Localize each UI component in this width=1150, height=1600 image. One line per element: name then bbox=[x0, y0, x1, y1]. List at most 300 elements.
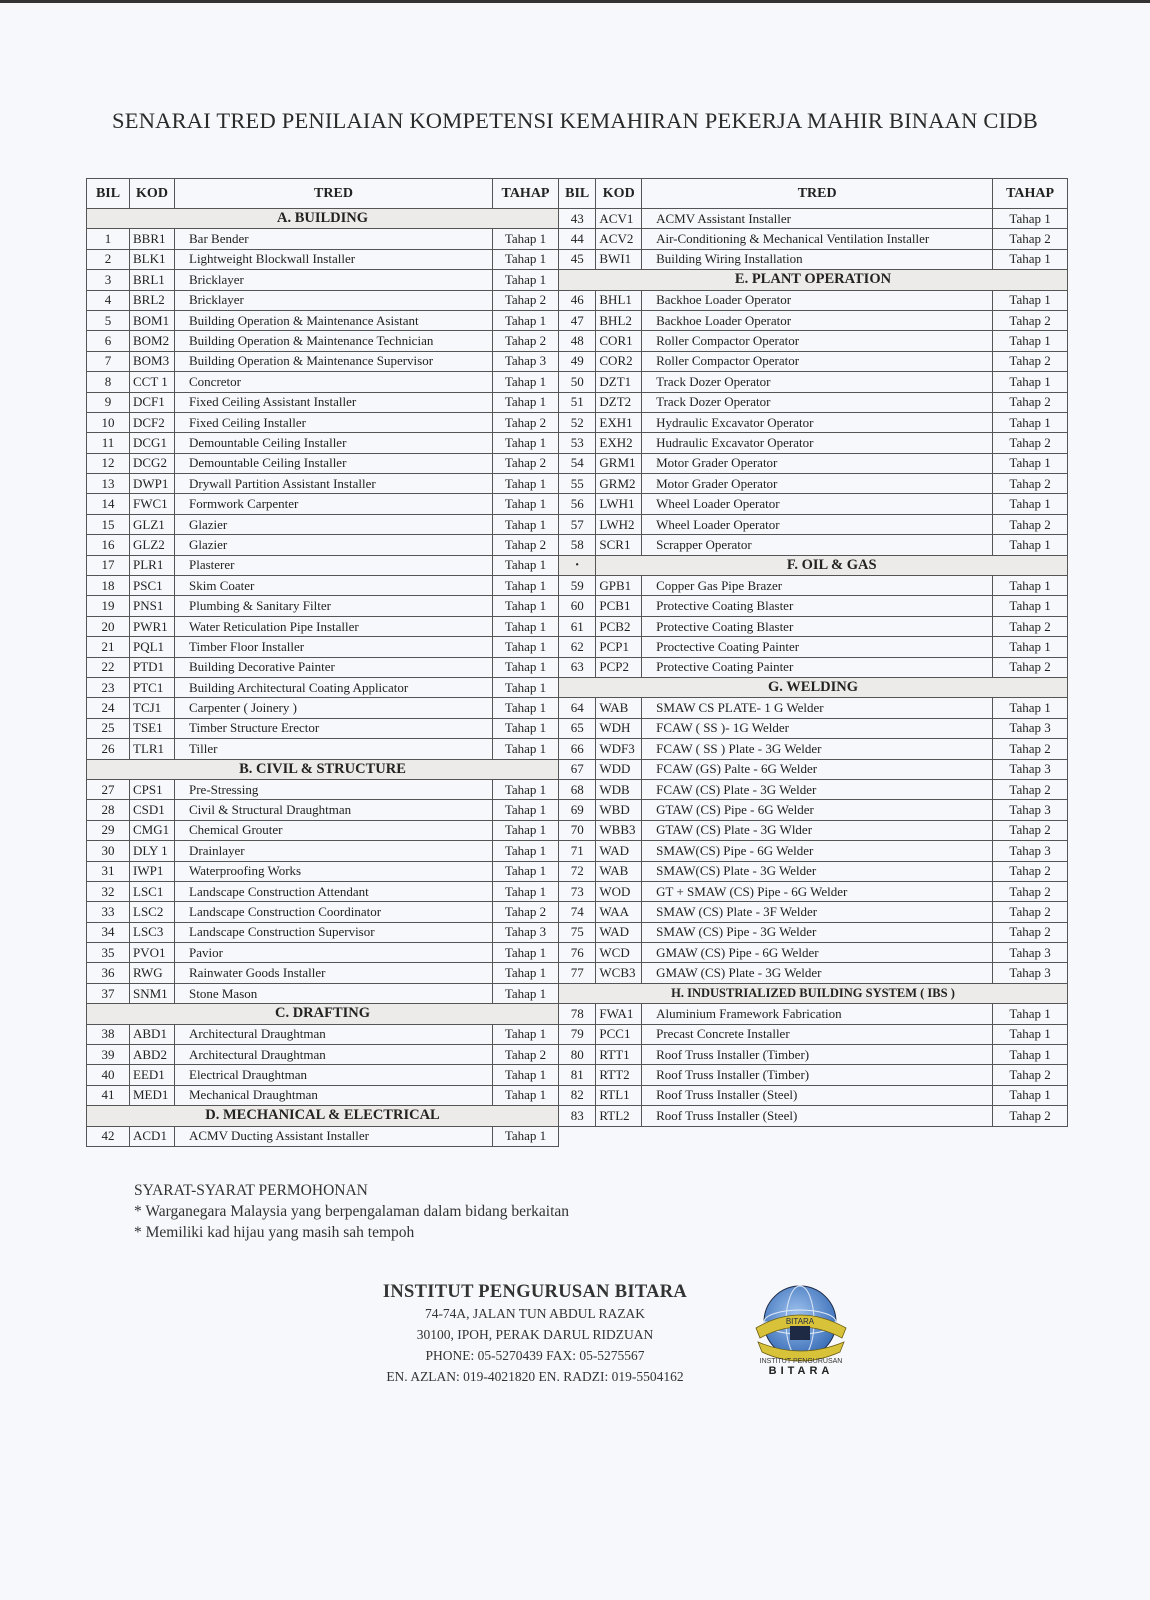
table-row bbox=[87, 800, 559, 820]
table-row bbox=[87, 249, 559, 269]
kod-cell: EED1 bbox=[130, 1065, 175, 1085]
tred-cell: Skim Coater bbox=[175, 576, 493, 596]
kod-cell: GPB1 bbox=[596, 576, 642, 596]
tred-cell: Precast Concrete Installer bbox=[642, 1024, 993, 1044]
table-row bbox=[559, 963, 1068, 983]
kod-cell: CSD1 bbox=[130, 800, 175, 820]
tahap-cell: Tahap 1 bbox=[493, 616, 559, 636]
tred-cell: Drainlayer bbox=[175, 841, 493, 861]
bil-cell: 9 bbox=[87, 392, 130, 412]
bil-cell: 73 bbox=[559, 881, 596, 901]
kod-cell: EXH1 bbox=[596, 412, 642, 432]
bil-cell: 82 bbox=[559, 1085, 596, 1105]
bil-cell: 6 bbox=[87, 331, 130, 351]
tahap-cell: Tahap 1 bbox=[493, 779, 559, 799]
kod-cell: BOM2 bbox=[130, 331, 175, 351]
table-row bbox=[559, 1024, 1068, 1044]
tred-cell: Bar Bender bbox=[175, 229, 493, 249]
bil-cell: 75 bbox=[559, 922, 596, 942]
bil-cell: 8 bbox=[87, 372, 130, 392]
bil-cell: 63 bbox=[559, 657, 596, 677]
table-row bbox=[87, 331, 559, 351]
requirement-item: * Warganegara Malaysia yang berpengalaman dalam bidang berkaitan bbox=[134, 1203, 570, 1220]
section-heading: C. DRAFTING bbox=[87, 1004, 559, 1024]
kod-cell: RTT2 bbox=[596, 1065, 642, 1085]
kod-cell: WBD bbox=[596, 800, 642, 820]
table-row bbox=[559, 1045, 1068, 1065]
table-row bbox=[559, 779, 1068, 799]
kod-cell: SNM1 bbox=[130, 983, 175, 1003]
tahap-cell: Tahap 1 bbox=[493, 372, 559, 392]
tred-cell: Backhoe Loader Operator bbox=[642, 310, 993, 330]
tred-cell: Fixed Ceiling Assistant Installer bbox=[175, 392, 493, 412]
table-row bbox=[87, 535, 559, 555]
bil-cell: 2 bbox=[87, 249, 130, 269]
tred-cell: Waterproofing Works bbox=[175, 861, 493, 881]
tred-cell: Rainwater Goods Installer bbox=[175, 963, 493, 983]
tred-cell: Copper Gas Pipe Brazer bbox=[642, 576, 993, 596]
bil-cell: 83 bbox=[559, 1106, 596, 1126]
left-table-body bbox=[87, 209, 559, 1147]
tahap-cell: Tahap 3 bbox=[493, 351, 559, 371]
table-row bbox=[87, 637, 559, 657]
header-kod: KOD bbox=[130, 179, 175, 209]
kod-cell: DCG1 bbox=[130, 433, 175, 453]
bil-cell: 81 bbox=[559, 1065, 596, 1085]
kod-cell: RTT1 bbox=[596, 1045, 642, 1065]
tahap-cell: Tahap 2 bbox=[993, 616, 1068, 636]
tred-cell: Pavior bbox=[175, 943, 493, 963]
table-row bbox=[87, 576, 559, 596]
kod-cell: BRL2 bbox=[130, 290, 175, 310]
tred-cell: Building Wiring Installation bbox=[642, 249, 993, 269]
tred-cell: Protective Coating Blaster bbox=[642, 616, 993, 636]
tred-cell: FCAW (GS) Palte - 6G Welder bbox=[642, 759, 993, 779]
kod-cell: DZT1 bbox=[596, 372, 642, 392]
bil-cell: 28 bbox=[87, 800, 130, 820]
kod-cell: PVO1 bbox=[130, 943, 175, 963]
table-row bbox=[559, 331, 1068, 351]
tahap-cell: Tahap 2 bbox=[993, 922, 1068, 942]
kod-cell: ACD1 bbox=[130, 1126, 175, 1146]
tahap-cell: Tahap 1 bbox=[493, 474, 559, 494]
tred-cell: Timber Floor Installer bbox=[175, 637, 493, 657]
tred-cell: SMAW(CS) Pipe - 6G Welder bbox=[642, 841, 993, 861]
bil-cell: 60 bbox=[559, 596, 596, 616]
tred-cell: Building Architectural Coating Applicator bbox=[175, 677, 493, 697]
kod-cell: GLZ1 bbox=[130, 514, 175, 534]
bil-cell: 64 bbox=[559, 698, 596, 718]
scan-edge bbox=[0, 0, 1150, 3]
table-row bbox=[87, 922, 559, 942]
tahap-cell: Tahap 1 bbox=[493, 596, 559, 616]
tred-cell: Landscape Construction Coordinator bbox=[175, 902, 493, 922]
section-heading: B. CIVIL & STRUCTURE bbox=[87, 759, 559, 779]
table-row bbox=[559, 922, 1068, 942]
tred-cell: Building Operation & Maintenance Supervisor bbox=[175, 351, 493, 371]
table-row bbox=[559, 351, 1068, 371]
tred-cell: Wheel Loader Operator bbox=[642, 494, 993, 514]
tahap-cell: Tahap 1 bbox=[493, 800, 559, 820]
header-bil: BIL bbox=[87, 179, 130, 209]
tred-cell: Concretor bbox=[175, 372, 493, 392]
tred-cell: GT + SMAW (CS) Pipe - 6G Welder bbox=[642, 881, 993, 901]
kod-cell: GRM1 bbox=[596, 453, 642, 473]
bil-cell: 11 bbox=[87, 433, 130, 453]
tahap-cell: Tahap 1 bbox=[993, 1004, 1068, 1024]
table-row bbox=[559, 820, 1068, 840]
bil-cell: 59 bbox=[559, 576, 596, 596]
tahap-cell: Tahap 1 bbox=[493, 698, 559, 718]
kod-cell: COR1 bbox=[596, 331, 642, 351]
table-row bbox=[87, 453, 559, 473]
header-tred: TRED bbox=[175, 179, 493, 209]
tred-cell: Scrapper Operator bbox=[642, 535, 993, 555]
tahap-cell: Tahap 1 bbox=[993, 412, 1068, 432]
tred-cell: Roof Truss Installer (Steel) bbox=[642, 1085, 993, 1105]
section-heading: A. BUILDING bbox=[87, 209, 559, 229]
tahap-cell: Tahap 1 bbox=[993, 637, 1068, 657]
tahap-cell: Tahap 1 bbox=[993, 209, 1068, 229]
bil-cell: 34 bbox=[87, 922, 130, 942]
institute-phone: PHONE: 05-5270439 FAX: 05-5275567 bbox=[425, 1348, 645, 1363]
tahap-cell: Tahap 2 bbox=[993, 739, 1068, 759]
tahap-cell: Tahap 1 bbox=[493, 637, 559, 657]
bil-cell: 18 bbox=[87, 576, 130, 596]
kod-cell: RTL2 bbox=[596, 1106, 642, 1126]
table-row bbox=[559, 474, 1068, 494]
tred-cell: Glazier bbox=[175, 514, 493, 534]
bil-cell: 76 bbox=[559, 943, 596, 963]
bil-cell: 19 bbox=[87, 596, 130, 616]
bil-cell: 72 bbox=[559, 861, 596, 881]
table-row bbox=[87, 372, 559, 392]
tahap-cell: Tahap 1 bbox=[493, 1085, 559, 1105]
tred-cell: GTAW (CS) Pipe - 6G Welder bbox=[642, 800, 993, 820]
bil-cell: 5 bbox=[87, 310, 130, 330]
tred-cell: Fixed Ceiling Installer bbox=[175, 412, 493, 432]
table-row bbox=[87, 820, 559, 840]
kod-cell: LWH1 bbox=[596, 494, 642, 514]
tred-cell: GTAW (CS) Plate - 3G Wlder bbox=[642, 820, 993, 840]
tred-cell: Roof Truss Installer (Timber) bbox=[642, 1065, 993, 1085]
institute-contact bbox=[360, 1282, 710, 1387]
tahap-cell: Tahap 2 bbox=[993, 1106, 1068, 1126]
kod-cell: PLR1 bbox=[130, 555, 175, 575]
tred-cell: Civil & Structural Draughtman bbox=[175, 800, 493, 820]
bil-cell: 39 bbox=[87, 1045, 130, 1065]
table-row bbox=[87, 718, 559, 738]
kod-cell: WAA bbox=[596, 902, 642, 922]
tred-cell: Motor Grader Operator bbox=[642, 474, 993, 494]
tred-cell: Architectural Draughtman bbox=[175, 1024, 493, 1044]
tred-cell: Hudraulic Excavator Operator bbox=[642, 433, 993, 453]
tred-cell: Bricklayer bbox=[175, 290, 493, 310]
section-heading: H. INDUSTRIALIZED BUILDING SYSTEM ( IBS ) bbox=[559, 983, 1068, 1003]
kod-cell: RTL1 bbox=[596, 1085, 642, 1105]
kod-cell: FWA1 bbox=[596, 1004, 642, 1024]
kod-cell: LSC3 bbox=[130, 922, 175, 942]
kod-cell: GRM2 bbox=[596, 474, 642, 494]
kod-cell: WAD bbox=[596, 922, 642, 942]
tred-cell: Glazier bbox=[175, 535, 493, 555]
section-row bbox=[559, 555, 1068, 575]
table-row bbox=[87, 351, 559, 371]
tahap-cell: Tahap 2 bbox=[993, 861, 1068, 881]
table-row bbox=[559, 1106, 1068, 1126]
tred-cell: Wheel Loader Operator bbox=[642, 514, 993, 534]
bil-cell: 35 bbox=[87, 943, 130, 963]
table-row bbox=[559, 494, 1068, 514]
tahap-cell: Tahap 2 bbox=[993, 351, 1068, 371]
kod-cell: WCD bbox=[596, 943, 642, 963]
tahap-cell: Tahap 1 bbox=[493, 1024, 559, 1044]
tred-cell: Proctective Coating Painter bbox=[642, 637, 993, 657]
kod-cell: PTD1 bbox=[130, 657, 175, 677]
kod-cell: BRL1 bbox=[130, 270, 175, 290]
tred-cell: Motor Grader Operator bbox=[642, 453, 993, 473]
tahap-cell: Tahap 1 bbox=[993, 290, 1068, 310]
institute-contacts: EN. AZLAN: 019-4021820 EN. RADZI: 019-5504162 bbox=[386, 1369, 684, 1384]
kod-cell: ACV1 bbox=[596, 209, 642, 229]
kod-cell: ACV2 bbox=[596, 229, 642, 249]
bil-cell: 25 bbox=[87, 718, 130, 738]
tahap-cell: Tahap 1 bbox=[993, 331, 1068, 351]
kod-cell: PQL1 bbox=[130, 637, 175, 657]
tred-cell: Stone Mason bbox=[175, 983, 493, 1003]
table-row bbox=[87, 963, 559, 983]
tred-cell: Architectural Draughtman bbox=[175, 1045, 493, 1065]
tred-cell: Mechanical Draughtman bbox=[175, 1085, 493, 1105]
tahap-cell: Tahap 2 bbox=[993, 433, 1068, 453]
kod-cell: EXH2 bbox=[596, 433, 642, 453]
tahap-cell: Tahap 1 bbox=[493, 433, 559, 453]
table-row bbox=[559, 514, 1068, 534]
table-row bbox=[87, 474, 559, 494]
bil-cell: 37 bbox=[87, 983, 130, 1003]
tred-cell: FCAW (CS) Plate - 3G Welder bbox=[642, 779, 993, 799]
table-row bbox=[559, 290, 1068, 310]
tahap-cell: Tahap 2 bbox=[993, 514, 1068, 534]
bil-cell: 57 bbox=[559, 514, 596, 534]
tahap-cell: Tahap 1 bbox=[493, 983, 559, 1003]
section-heading: E. PLANT OPERATION bbox=[559, 270, 1068, 290]
tahap-cell: Tahap 1 bbox=[493, 739, 559, 759]
bil-cell: 41 bbox=[87, 1085, 130, 1105]
kod-cell: SCR1 bbox=[596, 535, 642, 555]
tahap-cell: Tahap 1 bbox=[493, 310, 559, 330]
bil-cell: 78 bbox=[559, 1004, 596, 1024]
tahap-cell: Tahap 1 bbox=[993, 1024, 1068, 1044]
table-row bbox=[87, 392, 559, 412]
bil-cell: 26 bbox=[87, 739, 130, 759]
bil-cell: 12 bbox=[87, 453, 130, 473]
tred-cell: Timber Structure Erector bbox=[175, 718, 493, 738]
table-row bbox=[559, 841, 1068, 861]
tred-cell: Protective Coating Painter bbox=[642, 657, 993, 677]
bil-cell: 10 bbox=[87, 412, 130, 432]
bil-cell: 21 bbox=[87, 637, 130, 657]
table-row bbox=[559, 433, 1068, 453]
tred-cell: Water Reticulation Pipe Installer bbox=[175, 616, 493, 636]
tahap-cell: Tahap 1 bbox=[993, 372, 1068, 392]
tahap-cell: Tahap 1 bbox=[493, 555, 559, 575]
tred-cell: Roof Truss Installer (Timber) bbox=[642, 1045, 993, 1065]
tahap-cell: Tahap 1 bbox=[993, 535, 1068, 555]
table-row bbox=[87, 555, 559, 575]
bil-cell: 80 bbox=[559, 1045, 596, 1065]
tred-cell: Carpenter ( Joinery ) bbox=[175, 698, 493, 718]
table-row bbox=[87, 229, 559, 249]
tahap-cell: Tahap 2 bbox=[993, 881, 1068, 901]
table-row bbox=[559, 372, 1068, 392]
table-row bbox=[87, 494, 559, 514]
kod-cell: BHL1 bbox=[596, 290, 642, 310]
kod-cell: LSC2 bbox=[130, 902, 175, 922]
bil-cell: 30 bbox=[87, 841, 130, 861]
tahap-cell: Tahap 1 bbox=[493, 1065, 559, 1085]
bil-cell: 15 bbox=[87, 514, 130, 534]
tred-cell: Formwork Carpenter bbox=[175, 494, 493, 514]
kod-cell: BWI1 bbox=[596, 249, 642, 269]
table-row bbox=[559, 392, 1068, 412]
logo-caption-small: INSTITUT PENGURUSAN bbox=[759, 1358, 843, 1365]
tahap-cell: Tahap 1 bbox=[993, 576, 1068, 596]
tahap-cell: Tahap 1 bbox=[993, 698, 1068, 718]
table-row bbox=[87, 1126, 559, 1146]
tred-cell: Landscape Construction Supervisor bbox=[175, 922, 493, 942]
table-row bbox=[559, 616, 1068, 636]
tahap-cell: Tahap 1 bbox=[493, 861, 559, 881]
tred-cell: SMAW (CS) Plate - 3F Welder bbox=[642, 902, 993, 922]
bil-cell: 24 bbox=[87, 698, 130, 718]
tahap-cell: Tahap 1 bbox=[993, 1045, 1068, 1065]
tahap-cell: Tahap 1 bbox=[993, 249, 1068, 269]
section-row bbox=[87, 1004, 559, 1024]
tahap-cell: Tahap 1 bbox=[493, 943, 559, 963]
tred-cell: Roller Compactor Operator bbox=[642, 351, 993, 371]
bil-cell: 54 bbox=[559, 453, 596, 473]
table-header-row bbox=[87, 179, 559, 209]
tred-cell: Track Dozer Operator bbox=[642, 392, 993, 412]
tahap-cell: Tahap 1 bbox=[493, 494, 559, 514]
bil-cell: 46 bbox=[559, 290, 596, 310]
kod-cell: CCT 1 bbox=[130, 372, 175, 392]
kod-cell: TSE1 bbox=[130, 718, 175, 738]
table-row bbox=[559, 453, 1068, 473]
bil-cell: 31 bbox=[87, 861, 130, 881]
tred-cell: FCAW ( SS ) Plate - 3G Welder bbox=[642, 739, 993, 759]
bil-cell: 40 bbox=[87, 1065, 130, 1085]
table-row bbox=[87, 412, 559, 432]
tred-cell: FCAW ( SS )- 1G Welder bbox=[642, 718, 993, 738]
tahap-cell: Tahap 1 bbox=[493, 881, 559, 901]
table-row bbox=[559, 596, 1068, 616]
tahap-cell: Tahap 1 bbox=[493, 820, 559, 840]
institute-address-line1: 74-74A, JALAN TUN ABDUL RAZAK bbox=[424, 1306, 646, 1321]
kod-cell: RWG bbox=[130, 963, 175, 983]
bil-cell: 67 bbox=[559, 759, 596, 779]
table-row bbox=[559, 698, 1068, 718]
table-row bbox=[559, 209, 1068, 229]
table-row bbox=[87, 616, 559, 636]
logo-caption-big: BITARA bbox=[768, 1365, 834, 1377]
bil-cell: 43 bbox=[559, 209, 596, 229]
bil-cell: 56 bbox=[559, 494, 596, 514]
tahap-cell: Tahap 2 bbox=[493, 902, 559, 922]
tahap-cell: Tahap 1 bbox=[493, 1126, 559, 1146]
section-bil-cell: · bbox=[559, 555, 596, 575]
kod-cell: DCG2 bbox=[130, 453, 175, 473]
bil-cell: 66 bbox=[559, 739, 596, 759]
bil-cell: 38 bbox=[87, 1024, 130, 1044]
table-row bbox=[87, 1045, 559, 1065]
kod-cell: WBB3 bbox=[596, 820, 642, 840]
bil-cell: 68 bbox=[559, 779, 596, 799]
table-row bbox=[559, 535, 1068, 555]
bil-cell: 61 bbox=[559, 616, 596, 636]
tahap-cell: Tahap 1 bbox=[993, 453, 1068, 473]
tahap-cell: Tahap 1 bbox=[493, 249, 559, 269]
bil-cell: 14 bbox=[87, 494, 130, 514]
table-row bbox=[559, 249, 1068, 269]
tred-cell: Building Decorative Painter bbox=[175, 657, 493, 677]
table-row bbox=[559, 902, 1068, 922]
bil-cell: 42 bbox=[87, 1126, 130, 1146]
kod-cell: WDB bbox=[596, 779, 642, 799]
kod-cell: TLR1 bbox=[130, 739, 175, 759]
section-heading: G. WELDING bbox=[559, 677, 1068, 697]
table-row bbox=[559, 310, 1068, 330]
kod-cell: CMG1 bbox=[130, 820, 175, 840]
tred-cell: SMAW (CS) Pipe - 3G Welder bbox=[642, 922, 993, 942]
kod-cell: DZT2 bbox=[596, 392, 642, 412]
tred-cell: Demountable Ceiling Installer bbox=[175, 453, 493, 473]
tahap-cell: Tahap 2 bbox=[993, 392, 1068, 412]
bil-cell: 47 bbox=[559, 310, 596, 330]
kod-cell: DCF1 bbox=[130, 392, 175, 412]
table-row bbox=[559, 229, 1068, 249]
tahap-cell: Tahap 2 bbox=[993, 779, 1068, 799]
tahap-cell: Tahap 2 bbox=[993, 657, 1068, 677]
table-row bbox=[559, 800, 1068, 820]
kod-cell: PCP2 bbox=[596, 657, 642, 677]
tred-cell: Plasterer bbox=[175, 555, 493, 575]
kod-cell: LWH2 bbox=[596, 514, 642, 534]
table-row bbox=[559, 637, 1068, 657]
bil-cell: 36 bbox=[87, 963, 130, 983]
bil-cell: 27 bbox=[87, 779, 130, 799]
kod-cell: ABD1 bbox=[130, 1024, 175, 1044]
tahap-cell: Tahap 2 bbox=[993, 229, 1068, 249]
tred-cell: Tiller bbox=[175, 739, 493, 759]
tahap-cell: Tahap 1 bbox=[493, 514, 559, 534]
bil-cell: 52 bbox=[559, 412, 596, 432]
kod-cell: MED1 bbox=[130, 1085, 175, 1105]
table-row bbox=[87, 881, 559, 901]
table-row bbox=[87, 310, 559, 330]
table-row bbox=[87, 677, 559, 697]
bil-cell: 69 bbox=[559, 800, 596, 820]
kod-cell: BHL2 bbox=[596, 310, 642, 330]
kod-cell: DLY 1 bbox=[130, 841, 175, 861]
table-row bbox=[87, 943, 559, 963]
table-row bbox=[559, 739, 1068, 759]
page-title: SENARAI TRED PENILAIAN KOMPETENSI KEMAHIRAN PEKERJA MAHIR BINAAN CIDB bbox=[112, 108, 1038, 133]
table-row bbox=[87, 739, 559, 759]
table-row bbox=[87, 270, 559, 290]
kod-cell: DWP1 bbox=[130, 474, 175, 494]
